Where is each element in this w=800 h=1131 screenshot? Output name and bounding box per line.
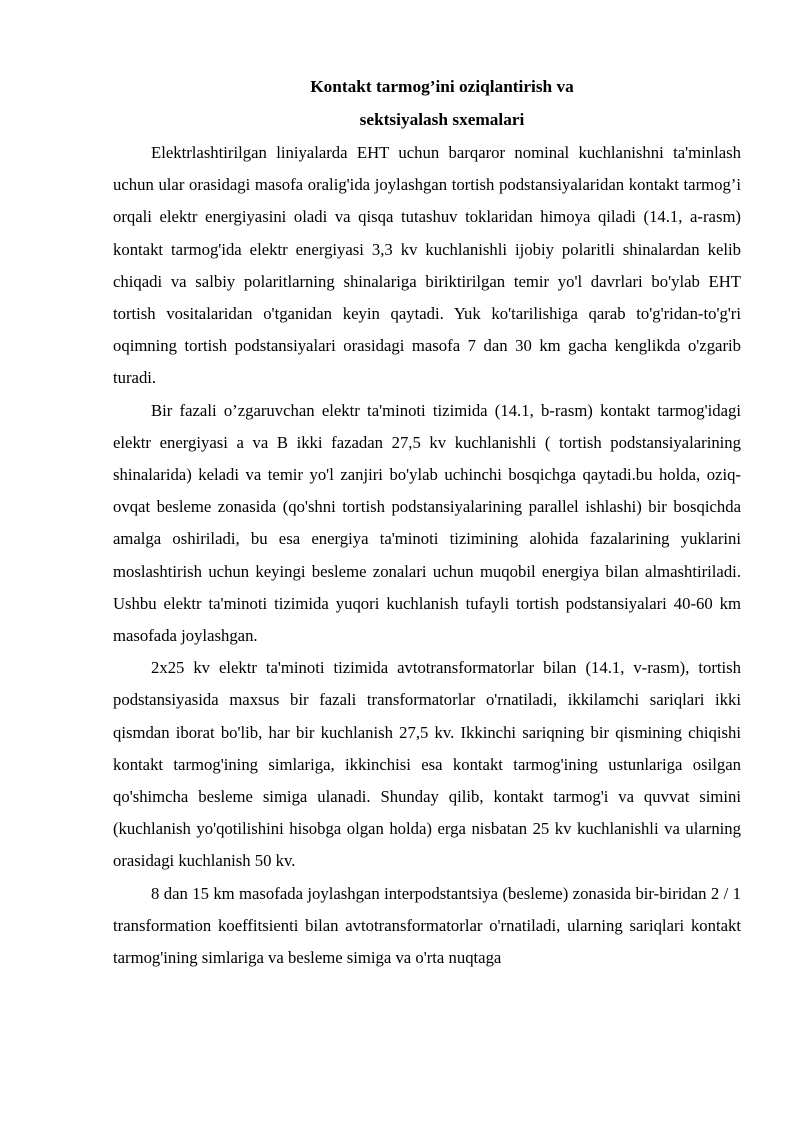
paragraph-2: Bir fazali o’zgaruvchan elektr ta'minoti tizimida (14.1, b-rasm) kontakt tarmog'idagi elektr energiyasi a va B ikki fazadan 27,5 kv kuchlanishli ( tortish podstansiyalarining shinalarida) keladi va temir yo'l zanjiri bo'ylab uchinchi bosqichga qaytadi.bu holda, oziq-ovqat besleme zonasida (qo'shni tortish podstansiyalarining parallel ishlashi) bir bosqichda amalga oshiriladi, bu esa energiya ta'minoti tizimining alohida fazalarining yuklarini moslashtirish uchun keyingi besleme zonalari uchun muqobil energiya bilan almashtiriladi. Ushbu elektr ta'minoti tizimida yuqori kuchlanish tufayli tortish podstansiyalari 40-60 km masofada joylashgan.: [113, 400, 741, 646]
document-body: [113, 137, 741, 974]
document-title-line-1: Kontakt tarmog’ini oziqlantirish va: [310, 77, 574, 96]
paragraph-3: 2x25 kv elektr ta'minoti tizimida avtotransformatorlar bilan (14.1, v-rasm), tortish podstansiyasida maxsus bir fazali transformatorlar o'rnatiladi, ikkilamchi sariqlari ikki qismdan iborat bo'lib, har bir kuchlanish 27,5 kv. Ikkinchi sariqning bir qismining chiqishi kontakt tarmog'ining simlariga, ikkinchisi esa kontakt tarmog'ining ustunlariga osilgan qo'shimcha besleme simiga ulanadi. Shunday qilib, kontakt tarmog'i va quvvat simini (kuchlanish yo'qotilishini hisobga olgan holda) erga nisbatan 25 kv kuchlanishli va ularning orasidagi kuchlanish 50 kv.: [113, 658, 741, 871]
paragraph-4: 8 dan 15 km masofada joylashgan interpodstantsiya (besleme) zonasida bir-biridan 2 / 1 transformation koeffitsienti bilan avtotransformatorlar o'rnatiladi, ularning sariqlari kontakt tarmog'ining simlariga va besleme simiga va o'rta nuqtaga: [113, 883, 741, 968]
document-title-line-2: sektsiyalash sxemalari: [359, 110, 525, 129]
paragraph-1: Elektrlashtirilgan liniyalarda EHT uchun barqaror nominal kuchlanishni ta'minlash uchun ular orasidagi masofa oralig'ida joylashgan tortish podstansiyalaridan kontakt tarmog’i orqali elektr energiyasini oladi va qisqa tutashuv toklaridan himoya qiladi (14.1, a-rasm) kontakt tarmog'ida elektr energiyasi 3,3 kv kuchlanishli ijobiy polaritli shinalardan kelib chiqadi va salbiy polaritlarning shinalariga biriktirilgan temir yo'l davrlari bo'ylab EHT tortish vositalaridan o'tganidan keyin qaytadi. Yuk ko'tarilishiga qarab to'g'ridan-to'g'ri oqimning tortish podstansiyalari orasidagi masofa 7 dan 30 km gacha kenglikda o'zgarib turadi.: [113, 143, 741, 388]
